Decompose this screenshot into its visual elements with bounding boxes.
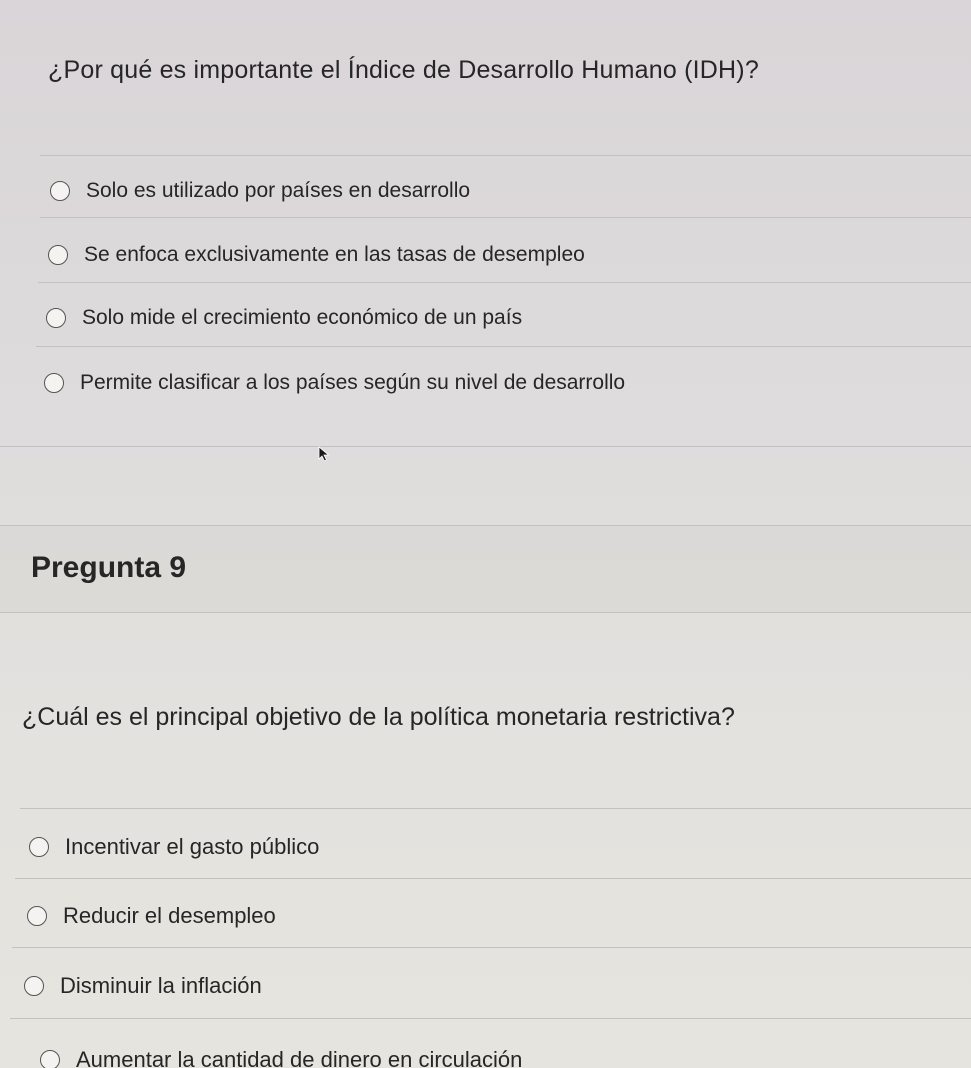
q8-option-1[interactable] [50,179,470,203]
mouse-cursor-icon [318,446,330,462]
radio-button[interactable] [27,906,47,926]
divider [40,217,971,218]
divider [38,282,971,283]
radio-button[interactable] [50,181,70,201]
q8-option-4[interactable] [44,371,625,395]
radio-button[interactable] [29,837,49,857]
q9-option-1[interactable] [29,834,319,860]
divider [36,346,971,347]
radio-button[interactable] [46,308,66,328]
divider [10,1018,971,1019]
divider [12,947,971,948]
divider [0,612,971,613]
q9-option-3-label: Disminuir la inflación [60,973,262,998]
q9-option-2-label: Reducir el desempleo [63,903,276,928]
q9-option-2[interactable] [27,903,276,929]
divider [15,878,971,879]
question-9-prompt: ¿Cuál es el principal objetivo de la política monetaria restrictiva? [22,703,735,731]
radio-button[interactable] [44,373,64,393]
q8-option-4-label: Permite clasificar a los países según su nivel de desarrollo [80,371,626,394]
radio-button[interactable] [40,1050,60,1068]
radio-button[interactable] [48,245,68,265]
divider [20,808,971,809]
q8-option-1-label: Solo es utilizado por países en desarrollo [86,179,471,202]
radio-button[interactable] [24,976,44,996]
question-8-prompt: ¿Por qué es importante el Índice de Desarrollo Humano (IDH)? [48,56,759,84]
divider [0,525,971,526]
q8-option-3[interactable] [46,306,522,330]
question-9-heading: Pregunta 9 [31,551,187,584]
q8-option-2-label: Se enfoca exclusivamente en las tasas de desempleo [84,243,585,266]
divider [40,155,971,156]
q9-option-1-label: Incentivar el gasto público [65,834,320,859]
section-divider [0,446,971,447]
q9-option-4-label: Aumentar la cantidad de dinero en circulación [76,1047,523,1068]
q8-option-3-label: Solo mide el crecimiento económico de un país [82,306,523,329]
q9-option-3[interactable] [24,973,262,999]
q8-option-2[interactable] [48,243,585,267]
q9-option-4[interactable] [40,1047,522,1068]
